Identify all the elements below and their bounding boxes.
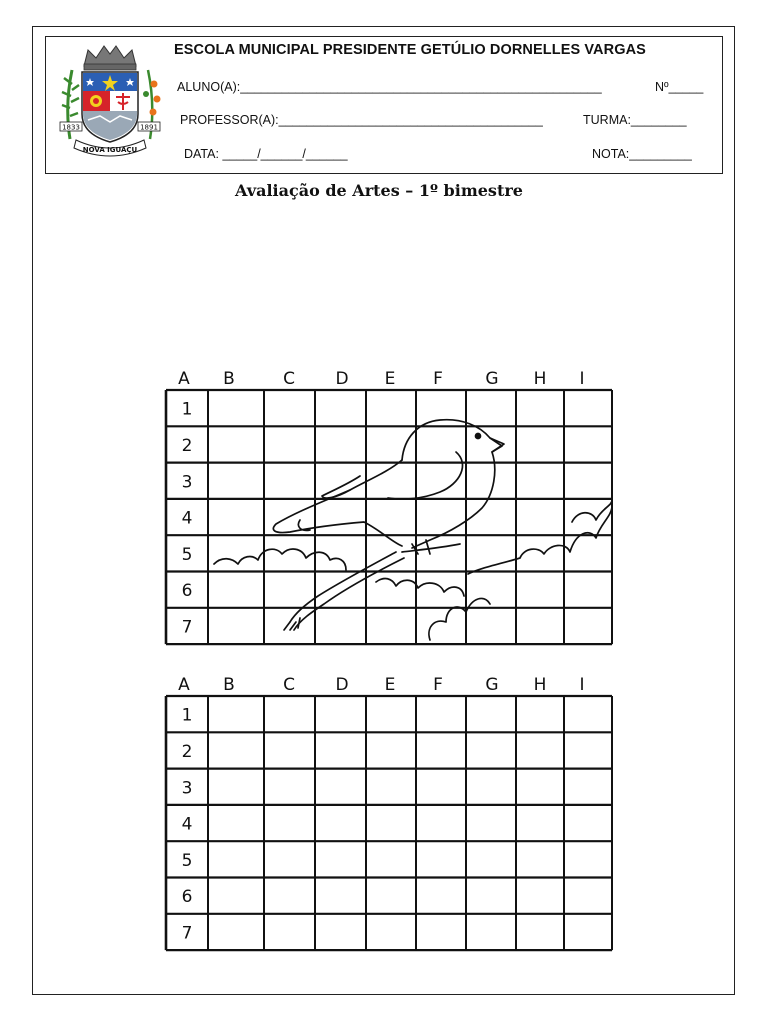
crest-year-left: 1833 xyxy=(62,123,80,132)
row-label-4: 4 xyxy=(181,508,193,529)
class-blank[interactable]: ________ xyxy=(630,113,687,127)
reference-grid-row-labels xyxy=(182,400,193,638)
copy-grid-column-labels xyxy=(178,675,584,695)
student-blank[interactable]: ____________________________________________________ xyxy=(240,80,602,94)
grade-field xyxy=(592,147,692,161)
column-label-b: B xyxy=(223,369,235,389)
column-label-i: I xyxy=(579,675,585,695)
leaves-left xyxy=(214,549,346,570)
row-label-3: 3 xyxy=(181,778,193,799)
row-label-6: 6 xyxy=(181,581,193,602)
column-label-i: I xyxy=(579,369,585,389)
column-label-g: G xyxy=(485,369,499,389)
class-field xyxy=(583,113,687,127)
column-label-c: C xyxy=(283,675,295,695)
leaves-lower xyxy=(429,598,490,640)
row-label-2: 2 xyxy=(181,741,193,762)
column-label-h: H xyxy=(533,675,547,695)
teacher-field xyxy=(180,113,543,127)
row-label-1: 1 xyxy=(181,705,193,726)
leaves-middle xyxy=(376,579,464,596)
row-label-7: 7 xyxy=(181,617,193,638)
row-label-7: 7 xyxy=(181,923,193,944)
teacher-label: PROFESSOR(A): xyxy=(180,113,279,127)
number-blank[interactable]: _____ xyxy=(668,80,704,94)
column-label-b: B xyxy=(223,675,235,695)
title-text: Avaliação de Artes – 1º bimestre xyxy=(235,181,523,200)
copy-grid xyxy=(0,666,768,966)
column-label-f: F xyxy=(433,369,443,389)
column-label-e: E xyxy=(384,369,396,389)
crest-motto: NOVA IGUAÇU xyxy=(82,146,138,154)
row-label-5: 5 xyxy=(181,544,193,565)
teacher-blank[interactable]: ______________________________________ xyxy=(278,113,543,127)
number-field xyxy=(655,80,703,94)
student-field xyxy=(177,80,602,94)
row-label-4: 4 xyxy=(181,814,193,835)
grade-label: NOTA: xyxy=(592,147,630,161)
column-label-a: A xyxy=(178,369,190,389)
crest-year-right: 1891 xyxy=(140,123,158,132)
student-label: ALUNO(A): xyxy=(177,80,241,94)
bird-eye xyxy=(476,434,481,439)
reference-grid-lines xyxy=(166,390,612,644)
copy-grid-row-labels xyxy=(182,706,193,944)
page-title xyxy=(0,181,768,200)
column-label-g: G xyxy=(485,675,499,695)
copy-grid-lines xyxy=(166,696,612,950)
row-label-2: 2 xyxy=(181,435,193,456)
row-label-6: 6 xyxy=(181,887,193,908)
number-label: Nº xyxy=(655,80,669,94)
column-label-a: A xyxy=(178,675,190,695)
bird-wing-top xyxy=(322,460,402,498)
class-label: TURMA: xyxy=(583,113,631,127)
school-name: ESCOLA MUNICIPAL PRESIDENTE GETÚLIO DORNELLES VARGAS xyxy=(174,42,646,58)
column-label-c: C xyxy=(283,369,295,389)
leaves-right xyxy=(468,506,612,574)
row-label-1: 1 xyxy=(181,399,193,420)
date-blank[interactable]: _____/______/______ xyxy=(222,147,348,161)
bird-feet xyxy=(402,540,460,554)
date-label: DATA: xyxy=(184,147,219,161)
column-label-d: D xyxy=(335,369,349,389)
row-label-5: 5 xyxy=(181,850,193,871)
column-label-f: F xyxy=(433,675,443,695)
column-label-e: E xyxy=(384,675,396,695)
branch-main-lower xyxy=(294,558,404,630)
grade-blank[interactable]: _________ xyxy=(629,147,692,161)
reference-grid xyxy=(0,360,768,650)
bird-wing-fold xyxy=(388,452,463,499)
row-label-3: 3 xyxy=(181,472,193,493)
column-label-d: D xyxy=(335,675,349,695)
column-label-h: H xyxy=(533,369,547,389)
date-field xyxy=(184,147,348,161)
city-crest-logo xyxy=(58,44,162,160)
reference-grid-column-labels xyxy=(178,369,584,389)
